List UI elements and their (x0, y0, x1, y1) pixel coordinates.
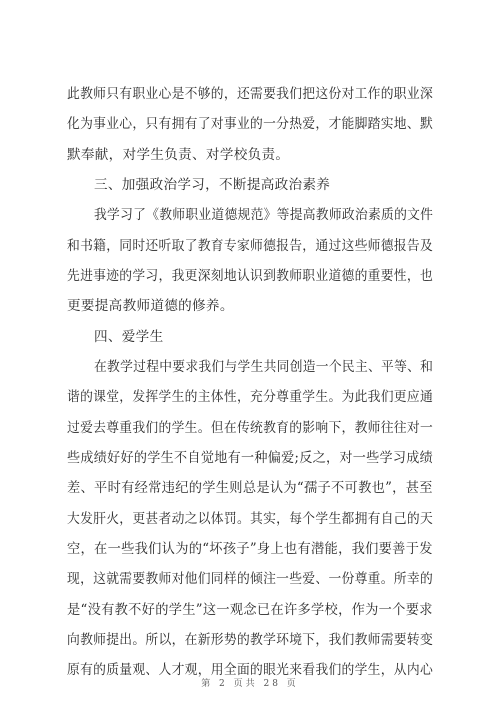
body-text-line: 我学习了《教师职业道德规范》等提高教师政治素质的文件 (94, 207, 434, 223)
body-text-line: 大发肝火，更甚者动之以体罚。其实，每个学生都拥有自己的天 (67, 511, 434, 527)
body-text-line: 此教师只有职业心是不够的，还需要我们把这份对工作的职业深 (67, 86, 434, 102)
body-text-line: 是“没有教不好的学生”这一观念已在许多学校，作为一个要求 (67, 602, 433, 618)
body-text-line: 化为事业心，只有拥有了对事业的一分热爱，才能脚踏实地、默 (67, 116, 434, 132)
body-text-line: 默奉献，对学生负责、对学校负责。 (67, 147, 290, 163)
page-number-footer: 第 2 页共 28 页 (201, 679, 299, 689)
body-text-line: 在教学过程中要求我们与学生共同创造一个民主、平等、和 (94, 359, 434, 375)
body-text-line: 更要提高教师道德的修养。 (67, 298, 234, 314)
body-text-line: 向教师提出。所以，在新形势的教学环境下，我们教师需要转变 (67, 632, 434, 648)
section-heading: 四、爱学生 (94, 329, 164, 345)
body-text-line: 空，在一些我们认为的“坏孩子”身上也有潜能，我们要善于发 (67, 541, 433, 557)
body-text-line: 原有的质量观、人才观，用全面的眼光来看我们的学生，从内心 (67, 662, 434, 678)
body-text-line: 和书籍，同时还听取了教育专家师德报告，通过这些师德报告及 (67, 238, 434, 254)
body-text-line: 过爱去尊重我们的学生。但在传统教育的影响下，教师往往对一 (67, 420, 434, 436)
body-text-line: 些成绩好好的学生不自觉地有一种偏爱;反之，对一些学习成绩 (67, 450, 434, 466)
body-text-line: 谐的课堂，发挥学生的主体性，充分尊重学生。为此我们更应通 (67, 389, 434, 405)
body-text-line: 差、平时有经常违纪的学生则总是认为“孺子不可教也”，甚至 (67, 480, 433, 496)
body-text-line: 先进事迹的学习，我更深刻地认识到教师职业道德的重要性，也 (67, 268, 434, 284)
section-heading: 三、加强政治学习，不断提高政治素养 (94, 177, 331, 193)
body-text-line: 现，这就需要教师对他们同样的倾注一些爱、一份尊重。所幸的 (67, 571, 434, 587)
